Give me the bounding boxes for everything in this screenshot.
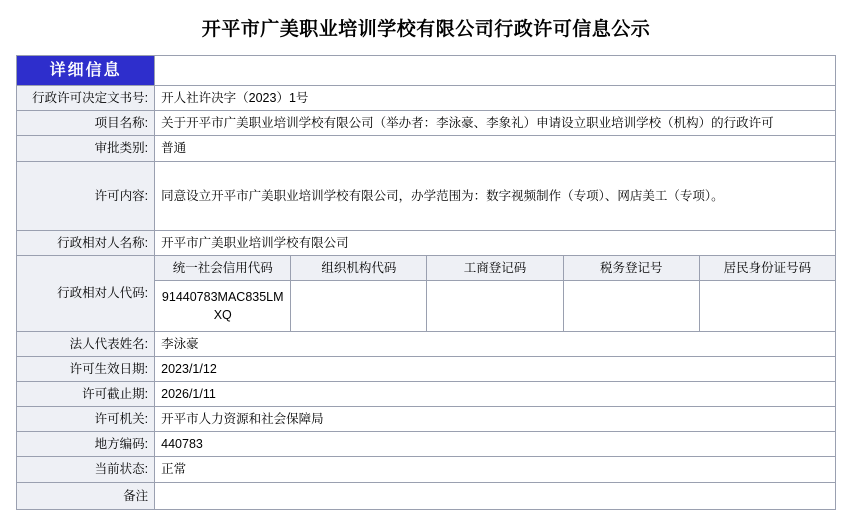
- section-header: 详细信息: [17, 56, 155, 86]
- region-code-value: 440783: [155, 432, 836, 457]
- code-header-cell: 税务登记号: [563, 255, 699, 280]
- section-header-row: [17, 56, 836, 86]
- code-value-cell: [699, 280, 835, 331]
- code-value-cell: [291, 280, 427, 331]
- legal-person-label: 法人代表姓名:: [17, 331, 155, 356]
- row-code-headers: [17, 255, 836, 280]
- remark-value: [155, 482, 836, 509]
- detail-info-table: [16, 55, 836, 510]
- authority-value: 开平市人力资源和社会保障局: [155, 407, 836, 432]
- status-label: 当前状态:: [17, 457, 155, 482]
- row-doc-number: [17, 86, 836, 111]
- license-content-value: 同意设立开平市广美职业培训学校有限公司，办学范围为：数字视频制作（专项）、网店美工（专项）。: [155, 161, 836, 230]
- code-value-cell: 91440783MAC835LMXQ: [155, 280, 291, 331]
- doc-number-label: 行政许可决定文书号:: [17, 86, 155, 111]
- row-valid-from: [17, 356, 836, 381]
- counterpart-name-label: 行政相对人名称:: [17, 230, 155, 255]
- region-code-label: 地方编码:: [17, 432, 155, 457]
- section-header-filler: [155, 56, 836, 86]
- code-header-cell: 组织机构代码: [291, 255, 427, 280]
- remark-label: 备注: [17, 482, 155, 509]
- authority-label: 许可机关:: [17, 407, 155, 432]
- valid-to-value: 2026/1/11: [155, 382, 836, 407]
- counterpart-code-label: 行政相对人代码:: [17, 255, 155, 331]
- detail-table-wrapper: [0, 55, 852, 510]
- code-header-cell: 统一社会信用代码: [155, 255, 291, 280]
- row-authority: [17, 407, 836, 432]
- project-name-label: 项目名称:: [17, 111, 155, 136]
- valid-from-label: 许可生效日期:: [17, 356, 155, 381]
- valid-to-label: 许可截止期:: [17, 382, 155, 407]
- row-region-code: [17, 432, 836, 457]
- approval-type-value: 普通: [155, 136, 836, 161]
- valid-from-value: 2023/1/12: [155, 356, 836, 381]
- row-remark: [17, 482, 836, 509]
- status-value: 正常: [155, 457, 836, 482]
- page-title: 开平市广美职业培训学校有限公司行政许可信息公示: [201, 19, 651, 40]
- doc-number-value: 开人社许决字（2023）1号: [155, 86, 836, 111]
- row-license-content: [17, 161, 836, 230]
- row-approval-type: [17, 136, 836, 161]
- row-legal-person: [17, 331, 836, 356]
- counterpart-name-value: 开平市广美职业培训学校有限公司: [155, 230, 836, 255]
- code-value-cell: [427, 280, 563, 331]
- legal-person-value: 李泳豪: [155, 331, 836, 356]
- row-status: [17, 457, 836, 482]
- approval-type-label: 审批类别:: [17, 136, 155, 161]
- code-value-cell: [563, 280, 699, 331]
- code-header-cell: 工商登记码: [427, 255, 563, 280]
- row-counterpart-name: [17, 230, 836, 255]
- row-valid-to: [17, 382, 836, 407]
- project-name-value: 关于开平市广美职业培训学校有限公司（举办者：李泳豪、李象礼）申请设立职业培训学校（机构）的行政许可: [155, 111, 836, 136]
- code-header-cell: 居民身份证号码: [699, 255, 835, 280]
- row-project-name: [17, 111, 836, 136]
- license-content-label: 许可内容:: [17, 161, 155, 230]
